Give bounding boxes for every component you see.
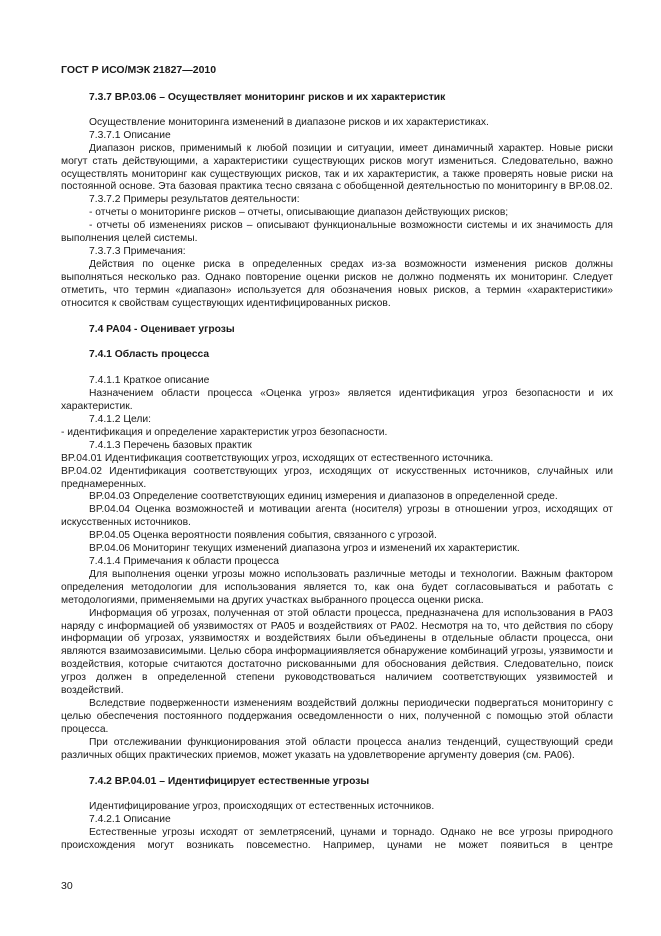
heading-7-4-2: 7.4.2 BP.04.01 – Идентифицирует естественные угрозы <box>89 775 370 787</box>
list-item: - отчеты об изменениях рисков – описывают функциональные возможности системы и их значимость для выполнения целей системы. <box>61 220 613 245</box>
paragraph: Естественные угрозы исходят от землетрясений, цунами и торнадо. Однако не все угрозы природного происхождения могут возникать повсеместно. Например, цунами не может появиться в центре <box>61 827 613 852</box>
paragraph: Вследствие подверженности изменениям воздействий должны периодически подвергаться мониторингу с целью обеспечения постоянного поддержания осведомленности о них, полученной с помощью этой области процесса. <box>61 697 613 735</box>
subheading-7-4-1-3: 7.4.1.3 Перечень базовых практик <box>89 439 252 451</box>
paragraph: Для выполнения оценки угрозы можно использовать различные методы и технологии. Важным фактором определения методологии для использования является то, как она будет согласовываться и работать с методологиями, применяемыми на других участках выбранного процесса оценки риска. <box>61 568 613 606</box>
paragraph: Диапазон рисков, применимый к любой позиции и ситуации, имеет динамичный характер. Новые риски могут стать действующими, а характеристики существующих рисков могут измениться. Следовательно, важно осуществлять мониторинг как существующих рисков, так и их характеристик, а также проверять новые риски на постоянной основе. Эта базовая практика тесно связана с обобщенной деятельностью по мониторингу в BP.08.02. <box>61 142 613 193</box>
page-number: 30 <box>61 880 73 892</box>
subheading-7-4-2-1: 7.4.2.1 Описание <box>89 814 171 826</box>
paragraph: Действия по оценке риска в определенных средах из-за возможности изменения рисков должны выполняться несколько раз. Однако повторение оценки рисков не должно подменять их мониторинг. Следует отметить, что термин «диапазон» используется для обозначения новых рисков, а термин «характеристики» относится к свойствам существующих идентифицированных рисков. <box>61 258 613 309</box>
list-item: - отчеты о мониторинге рисков – отчеты, описывающие диапазон действующих рисков; <box>89 207 509 219</box>
paragraph: Информация об угрозах, полученная от этой области процесса, предназначена для использования в PA03 наряду с информацией об уязвимостях от PA05 и воздействиях от PA02. Несмотря на то, что действия по сбору информации об угрозах, уязвимостях и воздействиях были объединены в отдельные области процесса, они являются взаимозависимыми. Целью сбора информацииявляется обнаружение комбинаций угрозы, уязвимости и воздействия, которые считаются достаточно рискованными для обоснования действия. Следовательно, поиск угроз должен в определенной степени руководствоваться наличием соответствующих уязвимостей и воздействий. <box>61 607 613 697</box>
list-item: BP.04.04 Оценка возможностей и мотивации агента (носителя) угрозы в отношении угроз, исходящих от искусственных источников. <box>61 504 613 529</box>
paragraph: При отслеживании функционирования этой области процесса анализ тенденций, существующий среди различных общих практических приемов, может указать на удовлетворение аргументу доверия (см. PA06). <box>61 736 613 761</box>
list-item: BP.04.05 Оценка вероятности появления события, связанного с угрозой. <box>89 530 437 542</box>
subheading-7-4-1-4: 7.4.1.4 Примечания к области процесса <box>89 556 279 567</box>
subheading-7-4-1-2: 7.4.1.2 Цели: <box>89 414 151 426</box>
list-item: BP.04.01 Идентификация соответствующих угроз, исходящих от естественного источника. <box>61 452 494 464</box>
subheading-7-3-7-3: 7.3.7.3 Примечания: <box>89 245 186 257</box>
subheading-7-3-7-2: 7.3.7.2 Примеры результатов деятельности: <box>89 194 300 206</box>
document-header: ГОСТ Р ИСО/МЭК 21827—2010 <box>61 64 217 76</box>
paragraph: Идентифицирование угроз, происходящих от естественных источников. <box>89 801 435 813</box>
paragraph: Осуществление мониторинга изменений в диапазоне рисков и их характеристиках. <box>89 116 489 128</box>
list-item: BP.04.02 Идентификация соответствующих угроз, исходящих от искусственных источников, случайных или преднамеренных. <box>61 465 613 490</box>
heading-7-3-7: 7.3.7 BP.03.06 – Осуществляет мониторинг рисков и их характеристик <box>89 92 446 103</box>
heading-7-4: 7.4 PA04 - Оценивает угрозы <box>89 323 235 335</box>
list-item: BP.04.03 Определение соответствующих единиц измерения и диапазонов в определенной среде. <box>89 491 558 503</box>
list-item: - идентификация и определение характеристик угроз безопасности. <box>61 426 388 438</box>
subheading-7-3-7-1: 7.3.7.1 Описание <box>89 129 171 141</box>
list-item: BP.04.06 Мониторинг текущих изменений диапазона угроз и изменений их характеристик. <box>89 543 520 555</box>
heading-7-4-1: 7.4.1 Область процесса <box>89 349 210 361</box>
subheading-7-4-1-1: 7.4.1.1 Краткое описание <box>89 375 210 387</box>
document-body <box>61 92 613 853</box>
paragraph: Назначением области процесса «Оценка угроз» является идентификация угроз безопасности и их характеристик. <box>61 388 613 413</box>
